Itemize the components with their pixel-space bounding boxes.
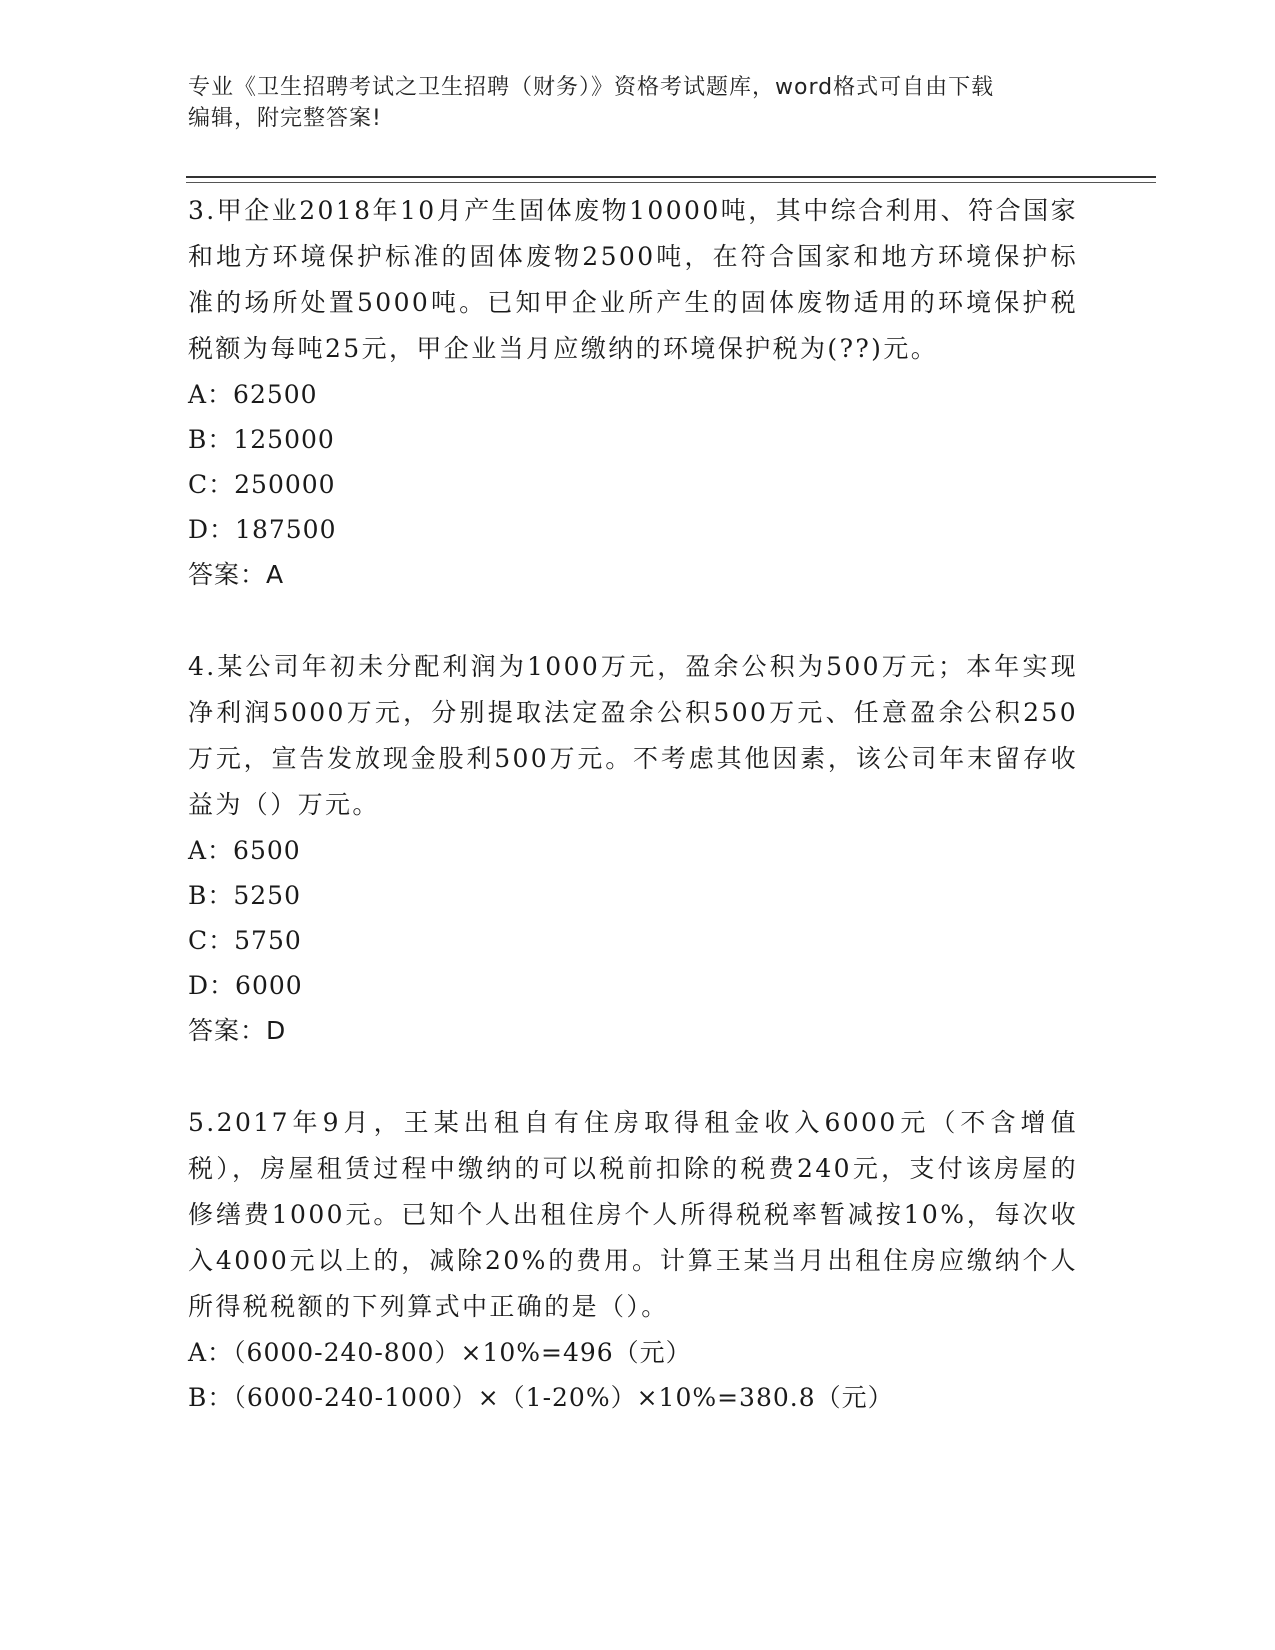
header-divider-thin [186,182,1156,183]
option-a: A：62500 [188,380,318,409]
answer-line: 答案：A [188,560,285,589]
option-a: A：6500 [188,836,301,865]
page-header [188,72,1088,134]
question-3 [188,188,1078,598]
option-c: C：250000 [188,470,336,499]
question-text: 5.2017年9月，王某出租自有住房取得租金收入6000元（不含增值税），房屋租赁过程中缴纳的可以税前扣除的税费240元，支付该房屋的修缮费1000元。已知个人出租住房个人所得税税率暂减按10%，每次收入4000元以上的，减除20%的费用。计算王某当月出租住房应缴纳个人所得税税额的下列算式中正确的是（）。 [188,1108,1078,1321]
header-line-2: 编辑，附完整答案! [188,106,382,131]
answer-line: 答案：D [188,1016,287,1045]
option-d: D：187500 [188,515,337,544]
question-text: 4.某公司年初未分配利润为1000万元，盈余公积为500万元；本年实现净利润5000万元，分别提取法定盈余公积500万元、任意盈余公积250万元，宣告发放现金股利500万元。不考虑其他因素，该公司年末留存收益为（）万元。 [188,652,1078,819]
header-line-1: 专业《卫生招聘考试之卫生招聘（财务）》资格考试题库，word格式可自由下载 [188,75,995,100]
option-a: A：（6000-240-800）×10%=496（元） [188,1338,692,1367]
option-b: B：5250 [188,881,301,910]
header-divider-thick [186,176,1156,178]
question-5 [188,1100,1078,1420]
option-b: B：（6000-240-1000）×（1-20%）×10%=380.8（元） [188,1383,894,1412]
spacer [188,598,1078,644]
option-b: B：125000 [188,425,335,454]
question-4 [188,644,1078,1054]
option-c: C：5750 [188,926,302,955]
question-text: 3.甲企业2018年10月产生固体废物10000吨，其中综合利用、符合国家和地方环境保护标准的固体废物2500吨，在符合国家和地方环境保护标准的场所处置5000吨。已知甲企业所产生的固体废物适用的环境保护税税额为每吨25元，甲企业当月应缴纳的环境保护税为(??)元。 [188,196,1078,363]
spacer [188,1054,1078,1100]
question-list [188,188,1078,1420]
option-d: D：6000 [188,971,303,1000]
